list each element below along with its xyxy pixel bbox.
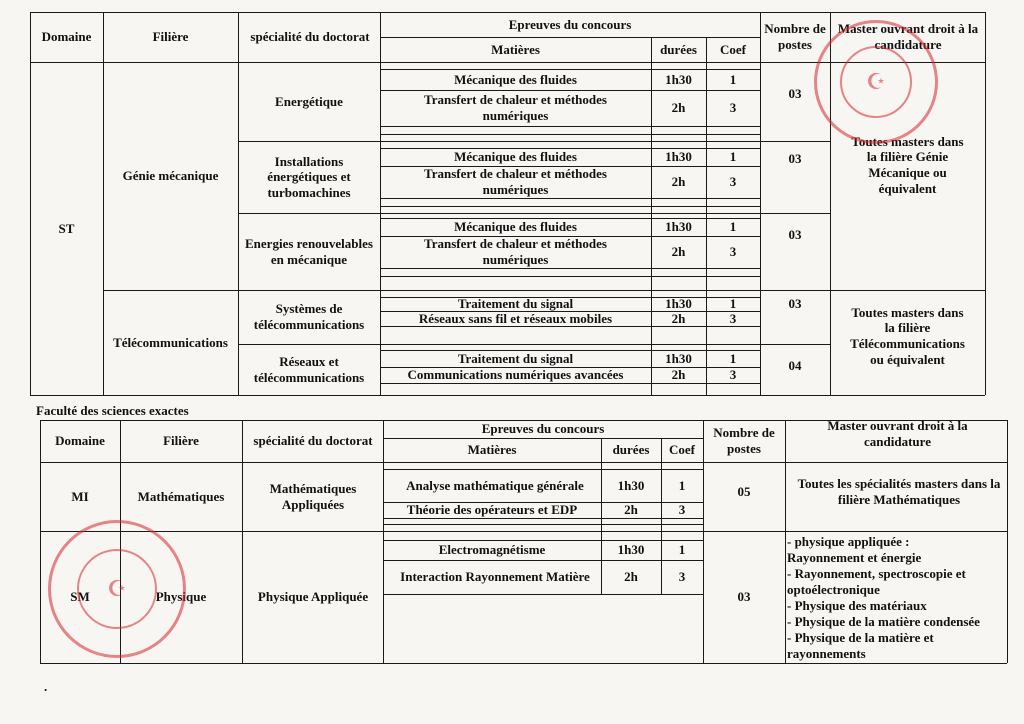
faculty-title: Faculté des sciences exactes <box>36 403 189 419</box>
matiere-cell: Transfert de chaleur et méthodes numériques <box>424 166 607 197</box>
coef-cell: 3 <box>729 310 737 326</box>
coef-cell: 3 <box>678 569 686 585</box>
header-epreuves: Epreuves du concours <box>481 421 605 437</box>
postes-cell: 03 <box>788 296 802 312</box>
duree-cell: 2h <box>671 367 686 383</box>
header-matieres: Matières <box>467 442 517 458</box>
postes-cell: 03 <box>737 589 751 605</box>
coef-cell: 3 <box>729 244 737 260</box>
duree-cell: 1h30 <box>617 542 645 558</box>
duree-cell: 2h <box>624 502 638 518</box>
header-durees: durées <box>612 442 650 458</box>
header-master: Master ouvrant droit à la candidature <box>837 21 979 52</box>
header-coef: Coef <box>720 41 746 57</box>
header-master: Master ouvrant droit à la candidature <box>827 418 968 449</box>
coef-cell: 3 <box>729 367 737 383</box>
duree-cell: 1h30 <box>665 149 692 165</box>
matiere-cell: Réseaux sans fil et réseaux mobiles <box>418 310 613 326</box>
header-durees: durées <box>660 41 697 57</box>
filiere-cell: Télécommunications <box>113 334 228 350</box>
footer-mark: . <box>44 679 48 695</box>
matiere-cell: Traitement du signal <box>457 296 574 312</box>
matiere-cell: Transfert de chaleur et méthodes numériques <box>424 92 607 123</box>
official-stamp-icon: ☪ <box>48 520 186 658</box>
specialite-cell: Systèmes de télécommunications <box>253 301 365 332</box>
duree-cell: 2h <box>624 569 638 585</box>
specialite-cell: Réseaux et télécommunications <box>253 353 365 385</box>
specialite-cell: Physique Appliquée <box>257 589 369 605</box>
specialite-cell: Mathématiques Appliquées <box>269 480 357 512</box>
header-filiere: Filière <box>163 433 199 449</box>
postes-cell: 05 <box>737 484 751 500</box>
specialite-cell: Energétique <box>275 93 343 109</box>
matiere-cell: Mécanique des fluides <box>454 219 577 235</box>
header-domaine: Domaine <box>55 433 105 449</box>
duree-cell: 2h <box>671 310 686 326</box>
header-epreuves: Epreuves du concours <box>508 16 632 32</box>
duree-cell: 2h <box>671 244 686 260</box>
coef-cell: 1 <box>729 71 737 87</box>
coef-cell: 1 <box>729 149 737 165</box>
filiere-cell: Génie mécanique <box>122 168 219 184</box>
duree-cell: 1h30 <box>665 350 692 366</box>
matiere-cell: Electromagnétisme <box>438 542 546 558</box>
matiere-cell: Mécanique des fluides <box>454 71 577 87</box>
coef-cell: 1 <box>729 219 737 235</box>
filiere-cell: Mathématiques <box>137 488 225 504</box>
master-line: - physique appliquée : <box>787 534 910 549</box>
header-nombre-postes: Nombre de postes <box>713 425 775 456</box>
domaine-cell: ST <box>58 220 75 236</box>
duree-cell: 1h30 <box>617 477 645 493</box>
domaine-cell: SM <box>70 589 90 605</box>
header-specialite: spécialité du doctorat <box>253 433 373 449</box>
matiere-cell: Traitement du signal <box>457 350 574 366</box>
matiere-cell: Mécanique des fluides <box>454 149 577 165</box>
matiere-cell: Communications numériques avancées <box>407 367 624 383</box>
coef-cell: 1 <box>678 542 686 558</box>
postes-cell: 03 <box>788 227 802 243</box>
postes-cell: 03 <box>788 86 802 102</box>
coef-cell: 1 <box>729 350 737 366</box>
header-specialite: spécialité du doctorat <box>250 29 370 45</box>
header-nombre-postes: Nombre de postes <box>764 21 826 52</box>
header-domaine: Domaine <box>41 29 92 45</box>
official-stamp-icon: ☪ <box>814 20 938 144</box>
master-cell: Toutes masters dans la filière Génie Mécanique ou équivalent <box>851 133 964 196</box>
master-line: - Rayonnement, spectroscopie et optoélectronique <box>787 566 966 597</box>
duree-cell: 1h30 <box>665 296 692 312</box>
specialite-cell: Installations énergétiques et turbomachines <box>267 153 351 200</box>
coef-cell: 1 <box>729 296 737 312</box>
master-list <box>787 534 1005 662</box>
header-coef: Coef <box>669 442 695 458</box>
matiere-cell: Interaction Rayonnement Matière <box>400 569 590 585</box>
header-filiere: Filière <box>152 29 189 45</box>
coef-cell: 3 <box>729 100 737 116</box>
master-line: - Physique de la matière et rayonnements <box>787 630 934 661</box>
duree-cell: 1h30 <box>665 71 692 87</box>
matiere-cell: Analyse mathématique générale <box>406 477 584 493</box>
matiere-cell: Transfert de chaleur et méthodes numériques <box>424 236 607 267</box>
duree-cell: 2h <box>671 100 686 116</box>
master-line: Rayonnement et énergie <box>787 550 922 565</box>
matiere-cell: Théorie des opérateurs et EDP <box>406 502 578 518</box>
master-cell: Toutes masters dans la filière Télécommunications ou équivalent <box>850 304 965 367</box>
master-cell: Toutes les spécialités masters dans la filière Mathématiques <box>797 476 1001 507</box>
header-matieres: Matières <box>491 41 540 57</box>
coef-cell: 1 <box>678 477 686 493</box>
specialite-cell: Energies renouvelables en mécanique <box>245 235 373 267</box>
postes-cell: 04 <box>788 358 802 374</box>
master-line: - Physique des matériaux <box>787 598 927 613</box>
coef-cell: 3 <box>729 174 737 190</box>
domaine-cell: MI <box>71 488 89 504</box>
postes-cell: 03 <box>788 151 802 167</box>
master-line: - Physique de la matière condensée <box>787 614 980 629</box>
coef-cell: 3 <box>678 502 686 518</box>
duree-cell: 2h <box>671 174 686 190</box>
duree-cell: 1h30 <box>665 219 692 235</box>
filiere-cell: Physique <box>155 589 207 605</box>
